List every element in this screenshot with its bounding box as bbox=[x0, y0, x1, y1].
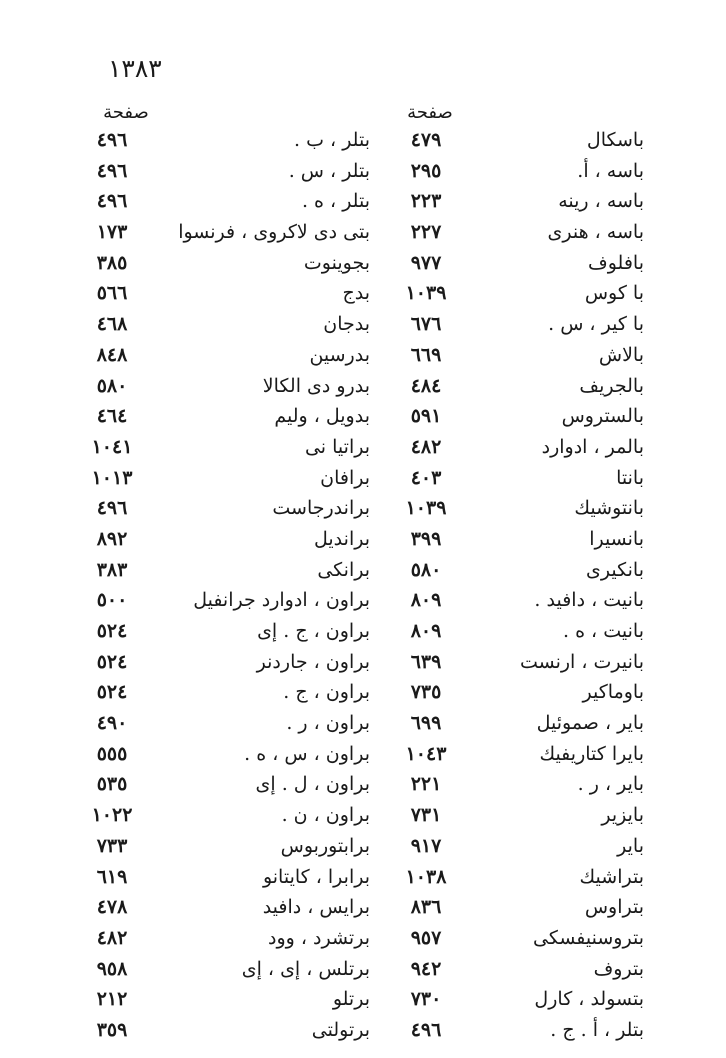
entry-name: براون ، ر . bbox=[286, 712, 370, 735]
entry-page-number: ٣٩٩ bbox=[410, 527, 442, 550]
index-entry bbox=[80, 126, 370, 157]
index-entry bbox=[80, 218, 370, 249]
index-entry bbox=[394, 801, 644, 832]
entry-name: بتلر ، أ . ج . bbox=[550, 1018, 644, 1041]
index-entry bbox=[394, 372, 644, 403]
entry-name: باسکال bbox=[586, 129, 644, 151]
index-entry bbox=[394, 709, 644, 740]
entry-page-number: ٤٧٩ bbox=[410, 129, 442, 151]
index-entry bbox=[80, 863, 370, 894]
entry-name: برابتوربوس bbox=[280, 834, 370, 857]
index-entry bbox=[80, 433, 370, 464]
entry-name: بتراوس bbox=[584, 896, 644, 919]
entry-page-number: ٥٢٤ bbox=[96, 650, 128, 673]
index-entry bbox=[80, 586, 370, 617]
index-entry bbox=[394, 648, 644, 679]
index-entry bbox=[394, 863, 644, 894]
index-entry bbox=[80, 893, 370, 924]
entry-name: بانتوشیك bbox=[574, 497, 644, 520]
entry-page-number: ٨٣٦ bbox=[410, 896, 442, 919]
index-entry bbox=[80, 341, 370, 372]
index-entry bbox=[394, 924, 644, 955]
index-entry bbox=[80, 740, 370, 771]
entry-page-number: ٥٣٥ bbox=[96, 773, 128, 796]
index-entry bbox=[80, 1016, 370, 1047]
entry-name: برتشرد ، وود bbox=[268, 926, 370, 949]
entry-page-number: ٤٨٢ bbox=[410, 435, 442, 458]
entry-name: بتلر ، س . bbox=[288, 159, 370, 182]
index-entry bbox=[80, 678, 370, 709]
index-entry bbox=[80, 525, 370, 556]
left-index-column bbox=[80, 126, 370, 1047]
entry-page-number: ٤٨٢ bbox=[96, 926, 128, 949]
index-entry bbox=[80, 279, 370, 310]
entry-page-number: ٩٥٧ bbox=[410, 926, 442, 949]
index-entry bbox=[394, 586, 644, 617]
entry-page-number: ٦١٩ bbox=[96, 865, 128, 888]
entry-name: باسه ، رينه bbox=[558, 190, 644, 213]
entry-page-number: ٨٩٢ bbox=[96, 527, 128, 550]
entry-name: براون ، س ، ه . bbox=[244, 742, 370, 765]
entry-page-number: ٩٤٢ bbox=[410, 957, 442, 980]
entry-page-number: ٤٩٦ bbox=[96, 129, 128, 151]
index-entry bbox=[80, 187, 370, 218]
entry-page-number: ٥٨٠ bbox=[410, 558, 442, 581]
entry-name: بتی دی لاکروی ، فرنسوا bbox=[178, 221, 370, 244]
entry-name: باسه ، هنری bbox=[547, 221, 644, 244]
entry-page-number: ٧٣٠ bbox=[410, 988, 442, 1011]
entry-page-number: ٨٤٨ bbox=[96, 343, 128, 366]
entry-name: برتلس ، إی ، إی bbox=[241, 957, 370, 980]
index-entry bbox=[80, 402, 370, 433]
entry-page-number: ٤٨٤ bbox=[410, 374, 442, 397]
entry-name: بایر ، ر . bbox=[577, 773, 644, 796]
index-entry bbox=[80, 801, 370, 832]
entry-name: براندرجاست bbox=[272, 497, 370, 520]
entry-name: براون ، جاردنر bbox=[256, 650, 370, 673]
index-entry bbox=[394, 310, 644, 341]
index-entry bbox=[80, 556, 370, 587]
index-entry bbox=[80, 372, 370, 403]
entry-page-number: ٦٣٩ bbox=[410, 650, 442, 673]
entry-name: بانیت ، ه . bbox=[562, 620, 644, 642]
index-entry bbox=[394, 433, 644, 464]
index-entry bbox=[80, 310, 370, 341]
index-entry bbox=[394, 494, 644, 525]
index-entry bbox=[394, 126, 644, 157]
entry-name: بتسولد ، کارل bbox=[534, 988, 644, 1011]
index-entry bbox=[394, 157, 644, 188]
entry-name: برتلو bbox=[332, 988, 370, 1011]
entry-page-number: ٤٦٤ bbox=[96, 405, 128, 428]
entry-page-number: ٥٦٦ bbox=[96, 282, 128, 305]
index-entry bbox=[394, 985, 644, 1016]
index-entry bbox=[394, 1016, 644, 1047]
entry-name: بدرسین bbox=[309, 343, 370, 366]
index-entry bbox=[80, 955, 370, 986]
index-entry bbox=[394, 464, 644, 495]
index-entry bbox=[80, 494, 370, 525]
entry-name: بانکیری bbox=[586, 558, 644, 581]
entry-page-number: ٥٥٥ bbox=[96, 742, 128, 765]
entry-name: برانکی bbox=[317, 558, 370, 581]
entry-name: بالمر ، ادوارد bbox=[541, 435, 644, 458]
entry-page-number: ٨٠٩ bbox=[410, 589, 442, 612]
entry-page-number: ١٠٤١ bbox=[91, 435, 133, 458]
entry-page-number: ٤٠٣ bbox=[410, 466, 442, 489]
entry-name: براون ، ادوارد جرانفیل bbox=[193, 589, 370, 612]
entry-page-number: ٣٨٣ bbox=[96, 558, 128, 581]
entry-name: برایس ، دافید bbox=[262, 896, 370, 919]
entry-page-number: ٢١٢ bbox=[96, 988, 128, 1011]
index-entry bbox=[80, 709, 370, 740]
index-entry bbox=[394, 525, 644, 556]
entry-name: براتیا نی bbox=[304, 435, 370, 458]
index-entry bbox=[394, 341, 644, 372]
index-entry bbox=[80, 249, 370, 280]
entry-name: بتلر ، ب . bbox=[294, 129, 370, 151]
index-entry bbox=[394, 955, 644, 986]
index-entry bbox=[80, 832, 370, 863]
entry-name: بالستروس bbox=[561, 405, 644, 428]
entry-name: برابرا ، کایتانو bbox=[262, 865, 370, 888]
entry-name: براندیل bbox=[314, 527, 370, 550]
entry-page-number: ٢٢٣ bbox=[410, 190, 442, 213]
index-entry bbox=[80, 157, 370, 188]
entry-page-number: ٤٩٦ bbox=[96, 190, 128, 213]
index-entry bbox=[394, 279, 644, 310]
entry-name: با کیر ، س . bbox=[548, 313, 644, 336]
entry-name: باوماکیر bbox=[582, 681, 644, 704]
entry-name: بانسیرا bbox=[589, 527, 644, 550]
entry-name: بتروف bbox=[593, 957, 644, 980]
entry-name: بالاش bbox=[598, 343, 644, 366]
entry-page-number: ٧٣١ bbox=[410, 804, 442, 827]
entry-name: بدرو دی الکالا bbox=[262, 374, 370, 397]
entry-name: بایر ، صموئیل bbox=[536, 712, 644, 735]
index-entry bbox=[80, 924, 370, 955]
entry-page-number: ٥٠٠ bbox=[96, 589, 128, 612]
entry-page-number: ٤٩٦ bbox=[96, 159, 128, 182]
entry-page-number: ١٠١٣ bbox=[91, 466, 133, 489]
entry-name: بجوينوت bbox=[303, 251, 370, 274]
index-entry bbox=[394, 249, 644, 280]
index-entry bbox=[394, 402, 644, 433]
entry-page-number: ١٧٣ bbox=[96, 221, 128, 244]
index-entry bbox=[80, 770, 370, 801]
entry-page-number: ٥٩١ bbox=[410, 405, 442, 428]
entry-page-number: ١٠٣٩ bbox=[405, 497, 447, 520]
entry-name: براون ، ج . إی bbox=[257, 620, 370, 642]
entry-page-number: ٤٩٦ bbox=[410, 1018, 442, 1041]
index-entry bbox=[394, 218, 644, 249]
entry-name: بتلر ، ه . bbox=[301, 190, 370, 213]
entry-name: با کوس bbox=[584, 282, 644, 305]
entry-name: براون ، ج . bbox=[283, 681, 370, 704]
index-entry bbox=[394, 770, 644, 801]
index-entry bbox=[394, 893, 644, 924]
entry-name: برافان bbox=[320, 466, 370, 489]
entry-page-number: ٤٦٨ bbox=[96, 313, 128, 336]
entry-name: براون ، ل . إی bbox=[255, 773, 370, 796]
entry-page-number: ٣٨٥ bbox=[96, 251, 128, 274]
index-entry bbox=[394, 740, 644, 771]
entry-name: بافلوف bbox=[588, 251, 644, 274]
entry-page-number: ٤٧٨ bbox=[96, 896, 128, 919]
entry-page-number: ٢٢١ bbox=[410, 773, 442, 796]
entry-page-number: ٣٥٩ bbox=[96, 1018, 128, 1041]
index-entry bbox=[394, 187, 644, 218]
entry-page-number: ٦٩٩ bbox=[410, 712, 442, 735]
index-entry bbox=[394, 832, 644, 863]
entry-page-number: ٢٢٧ bbox=[410, 221, 442, 244]
entry-name: بایرا کتاریفیك bbox=[539, 742, 644, 765]
entry-page-number: ٥٨٠ bbox=[96, 374, 128, 397]
entry-page-number: ٤٩٦ bbox=[96, 497, 128, 520]
entry-name: بتروسنیفسکی bbox=[533, 926, 644, 949]
index-entry bbox=[394, 678, 644, 709]
entry-page-number: ٥٢٤ bbox=[96, 681, 128, 704]
index-entry bbox=[80, 464, 370, 495]
entry-page-number: ١٠٤٣ bbox=[405, 742, 447, 765]
entry-name: بدویل ، ولیم bbox=[274, 405, 370, 428]
left-column-header: صفحة bbox=[103, 102, 149, 123]
entry-name: بالجريف bbox=[579, 374, 644, 397]
entry-page-number: ٧٣٥ bbox=[410, 681, 442, 704]
index-entry bbox=[394, 556, 644, 587]
entry-page-number: ٢٩٥ bbox=[410, 159, 442, 182]
entry-page-number: ٩١٧ bbox=[410, 834, 442, 857]
entry-name: بتراشیك bbox=[579, 865, 644, 888]
entry-name: بایر bbox=[617, 834, 644, 857]
entry-page-number: ٨٠٩ bbox=[410, 620, 442, 642]
entry-name: بایزیر bbox=[601, 804, 644, 827]
index-entry bbox=[394, 617, 644, 648]
entry-page-number: ٩٥٨ bbox=[96, 957, 128, 980]
index-entry bbox=[80, 648, 370, 679]
right-column-header: صفحة bbox=[407, 102, 453, 123]
entry-page-number: ٧٣٣ bbox=[96, 834, 128, 857]
entry-name: برتولتی bbox=[311, 1018, 370, 1041]
entry-name: بدجان bbox=[323, 313, 370, 336]
index-entry bbox=[80, 985, 370, 1016]
entry-page-number: ٤٩٠ bbox=[96, 712, 128, 735]
entry-page-number: ٦٧٦ bbox=[410, 313, 442, 336]
entry-name: بدج bbox=[342, 282, 370, 305]
entry-name: بانیت ، دافید . bbox=[534, 589, 644, 612]
entry-page-number: ٩٧٧ bbox=[410, 251, 442, 274]
entry-page-number: ١٠٣٨ bbox=[405, 865, 447, 888]
right-index-column bbox=[394, 126, 644, 1047]
entry-page-number: ٦٦٩ bbox=[410, 343, 442, 366]
entry-name: بانتا bbox=[616, 466, 644, 489]
entry-name: براون ، ن . bbox=[281, 804, 370, 827]
entry-name: بانیرت ، ارنست bbox=[519, 650, 644, 673]
entry-page-number: ١٠٣٩ bbox=[405, 282, 447, 305]
entry-name: باسه ، أ. bbox=[577, 159, 644, 182]
entry-page-number: ١٠٢٢ bbox=[91, 804, 133, 827]
index-entry bbox=[80, 617, 370, 648]
entry-page-number: ٥٢٤ bbox=[96, 620, 128, 642]
page-number: ١٣٨٣ bbox=[108, 54, 162, 83]
